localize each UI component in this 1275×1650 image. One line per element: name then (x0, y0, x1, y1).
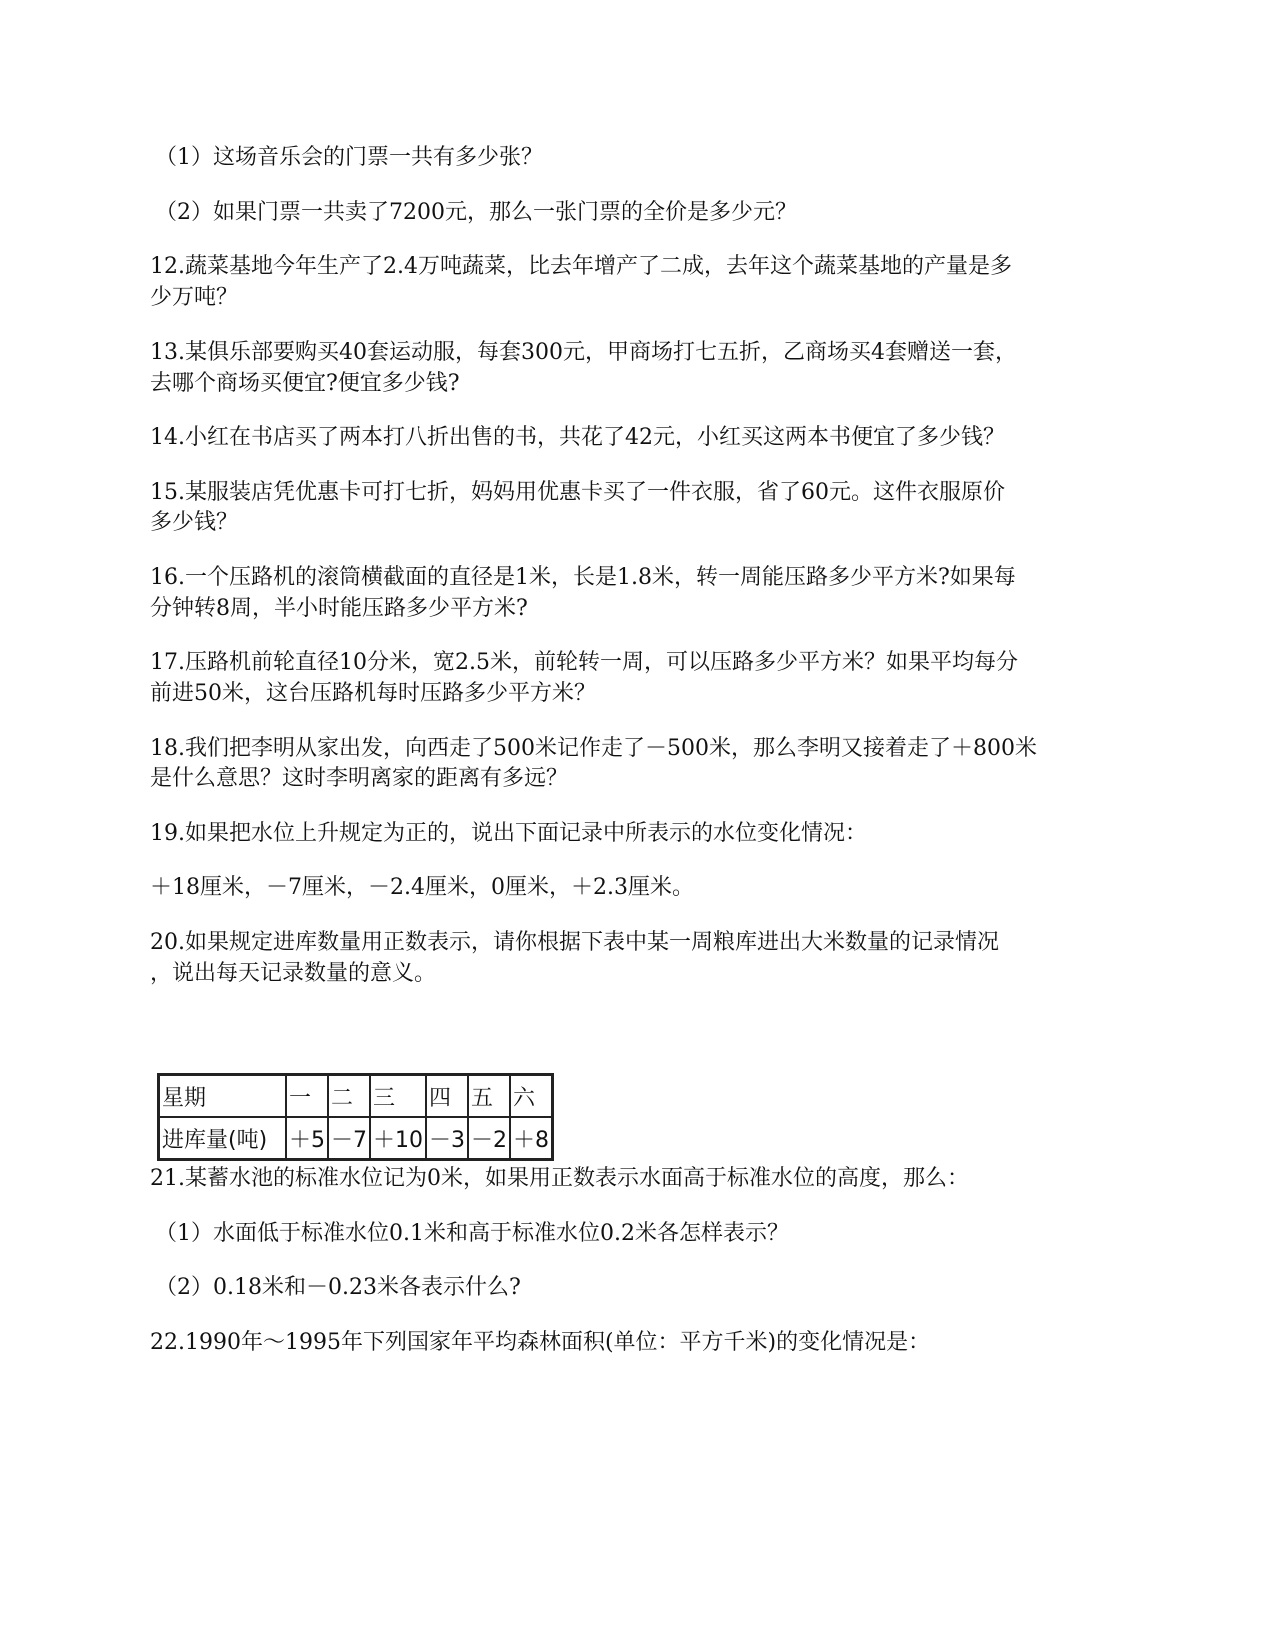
table-cell: ＋10 (370, 1117, 426, 1160)
table-header-row (159, 1075, 553, 1118)
table-cell: 进库量(吨) (159, 1117, 287, 1160)
question-11-part-1: （1）这场音乐会的门票一共有多少张？ (155, 145, 543, 170)
question-19-values: ＋18厘米，－7厘米，－2.4厘米，0厘米，＋2.3厘米。 (150, 875, 694, 900)
grain-storage-table (157, 1073, 554, 1161)
question-14: 14.小红在书店买了两本打八折出售的书，共花了42元，小红买这两本书便宜了多少钱？ (150, 425, 1005, 450)
question-16-line-2: 分钟转8周，半小时能压路多少平方米? (150, 596, 528, 621)
question-21-part-2: （2）0.18米和－0.23米各表示什么? (155, 1275, 521, 1300)
question-18-line-2: 是什么意思？这时李明离家的距离有多远？ (150, 766, 569, 791)
question-13-line-1: 13.某俱乐部要购买40套运动服，每套300元，甲商场打七五折，乙商场买4套赠送一套， (150, 340, 1017, 365)
question-18-line-1: 18.我们把李明从家出发，向西走了500米记作走了－500米，那么李明又接着走了＋800米 (150, 736, 1037, 761)
table-header-cell: 五 (468, 1075, 510, 1118)
table-data-row (159, 1117, 553, 1160)
table-header-cell: 一 (286, 1075, 328, 1118)
table-header-cell: 二 (328, 1075, 370, 1118)
question-16-line-1: 16.一个压路机的滚筒横截面的直径是1米，长是1.8米，转一周能压路多少平方米?如果每 (150, 565, 1016, 590)
table-cell: ＋8 (510, 1117, 553, 1160)
question-20-line-2: ，说出每天记录数量的意义。 (150, 961, 437, 986)
table-cell: ＋5 (286, 1117, 328, 1160)
question-19: 19.如果把水位上升规定为正的，说出下面记录中所表示的水位变化情况： (150, 821, 867, 846)
question-21: 21.某蓄水池的标准水位记为0米，如果用正数表示水面高于标准水位的高度，那么： (150, 1166, 969, 1191)
table-header-cell: 星期 (159, 1075, 287, 1118)
table-header-cell: 六 (510, 1075, 553, 1118)
question-12-line-2: 少万吨？ (150, 285, 239, 310)
table-header-cell: 四 (426, 1075, 468, 1118)
question-17-line-1: 17.压路机前轮直径10分米，宽2.5米，前轮转一周，可以压路多少平方米？如果平均每分 (150, 650, 1018, 675)
question-12-line-1: 12.蔬菜基地今年生产了2.4万吨蔬菜，比去年增产了二成，去年这个蔬菜基地的产量是多 (150, 254, 1012, 279)
question-21-part-1: （1）水面低于标准水位0.1米和高于标准水位0.2米各怎样表示？ (155, 1221, 789, 1246)
question-15-line-2: 多少钱？ (150, 510, 239, 535)
table-cell: －2 (468, 1117, 510, 1160)
question-22: 22.1990年～1995年下列国家年平均森林面积(单位：平方千米)的变化情况是： (150, 1330, 931, 1355)
question-15-line-1: 15.某服装店凭优惠卡可打七折，妈妈用优惠卡买了一件衣服，省了60元。这件衣服原价 (150, 480, 1005, 505)
question-20-line-1: 20.如果规定进库数量用正数表示，请你根据下表中某一周粮库进出大米数量的记录情况 (150, 930, 999, 955)
table-cell: －3 (426, 1117, 468, 1160)
question-11-part-2: （2）如果门票一共卖了7200元，那么一张门票的全价是多少元？ (155, 200, 797, 225)
table-header-cell: 三 (370, 1075, 426, 1118)
table-cell: －7 (328, 1117, 370, 1160)
question-17-line-2: 前进50米，这台压路机每时压路多少平方米？ (150, 681, 596, 706)
question-13-line-2: 去哪个商场买便宜?便宜多少钱? (150, 371, 460, 396)
